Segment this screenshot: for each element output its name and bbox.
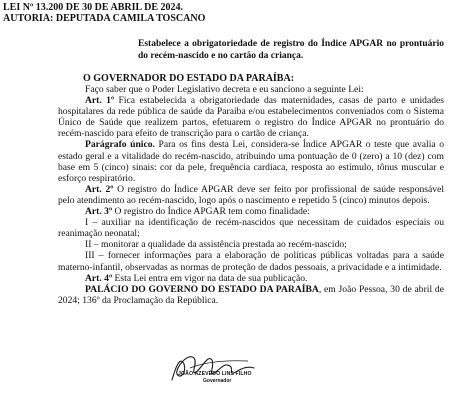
article-1 bbox=[58, 95, 444, 139]
signature-block bbox=[150, 346, 270, 394]
article-4 bbox=[58, 273, 444, 284]
paragrafo-unico-label: Parágrafo único. bbox=[85, 139, 155, 151]
governor-heading: O GOVERNADOR DO ESTADO DA PARAÍBA: bbox=[83, 73, 295, 84]
article-1-text: Fica estabelecida a obrigatoriedade das maternidades, casas de parto e unidades hospitalares da rede pública de saúde da Paraíba e/ou estabelecimentos conveniados com o Sistema Único de Saúde que realizem partos, efetuarem o registro do Índice APGAR no prontuário do recém-nascido para efeito de transcrição para o cartão de criança. bbox=[58, 95, 444, 140]
article-1-label: Art. 1º bbox=[85, 95, 115, 107]
article-3-text: O registro do Índice APGAR tem como finalidade: bbox=[112, 206, 310, 218]
preamble: Faço saber que o Poder Legislativo decreta e eu sanciono a seguinte Lei: bbox=[85, 84, 364, 95]
signature-role: Governador bbox=[203, 378, 232, 384]
article-2 bbox=[58, 184, 444, 206]
law-number: LEI Nº 13.200 DE 30 DE ABRIL DE 2024. bbox=[3, 2, 183, 13]
article-4-text: Esta Lei entra em vigor na data de sua publicação. bbox=[112, 272, 308, 284]
article-3-item-3: III – fornecer informações para a elaboração de políticas públicas voltadas para a saúde materno-infantil, observadas as normas de proteção de dados pessoais, a privacidade e a intimidade. bbox=[58, 250, 444, 273]
article-3-label: Art. 3º bbox=[85, 206, 113, 218]
paragrafo-unico bbox=[58, 139, 444, 183]
signature-name: JOÃO AZEVÊDO LINS FILHO bbox=[178, 371, 252, 377]
law-author: AUTORIA: DEPUTADA CAMILA TOSCANO bbox=[3, 13, 206, 24]
signature-scribble bbox=[150, 346, 270, 394]
ementa: Estabelece a obrigatoriedade de registro do Índice APGAR no prontuário do recém-nascido e no cartão da criança. bbox=[138, 39, 444, 61]
article-3-item-2: II – monitorar a qualidade da assistência prestada ao recém-nascido; bbox=[85, 239, 347, 251]
law-body bbox=[58, 84, 444, 306]
article-2-text: O registro do Índice APGAR deve ser feito por profissional de saúde responsável pelo atendimento ao recém-nascido, logo após o nascimento e repetido 5 (cinco) minutos depois. bbox=[58, 183, 444, 206]
closing-text: , em João Pessoa, 30 de abril de 2024; 136º da Proclamação da República. bbox=[58, 283, 444, 306]
closing bbox=[58, 284, 444, 306]
closing-palace: PALÁCIO DO GOVERNO DO ESTADO DA PARAÍBA bbox=[85, 283, 319, 295]
paragrafo-unico-text: Para os fins desta Lei, considera-se Índice APGAR o teste que avalia o estado geral e a vitalidade do recém-nascido, atribuindo uma pontuação de 0 (zero) a 10 (dez) com base em 5 (cinco) sinais: cor da pele, frequência cardíaca, resposta ao estímulo, tônus muscular e esforço respiratório. bbox=[58, 139, 444, 184]
article-2-label: Art. 2º bbox=[85, 183, 114, 195]
article-4-label: Art. 4º bbox=[85, 272, 113, 284]
article-3-item-1: I – auxiliar na identificação de recém-nascidos que necessitam de cuidados especiais ou reanimação neonatal; bbox=[58, 217, 444, 240]
article-3 bbox=[58, 206, 444, 217]
